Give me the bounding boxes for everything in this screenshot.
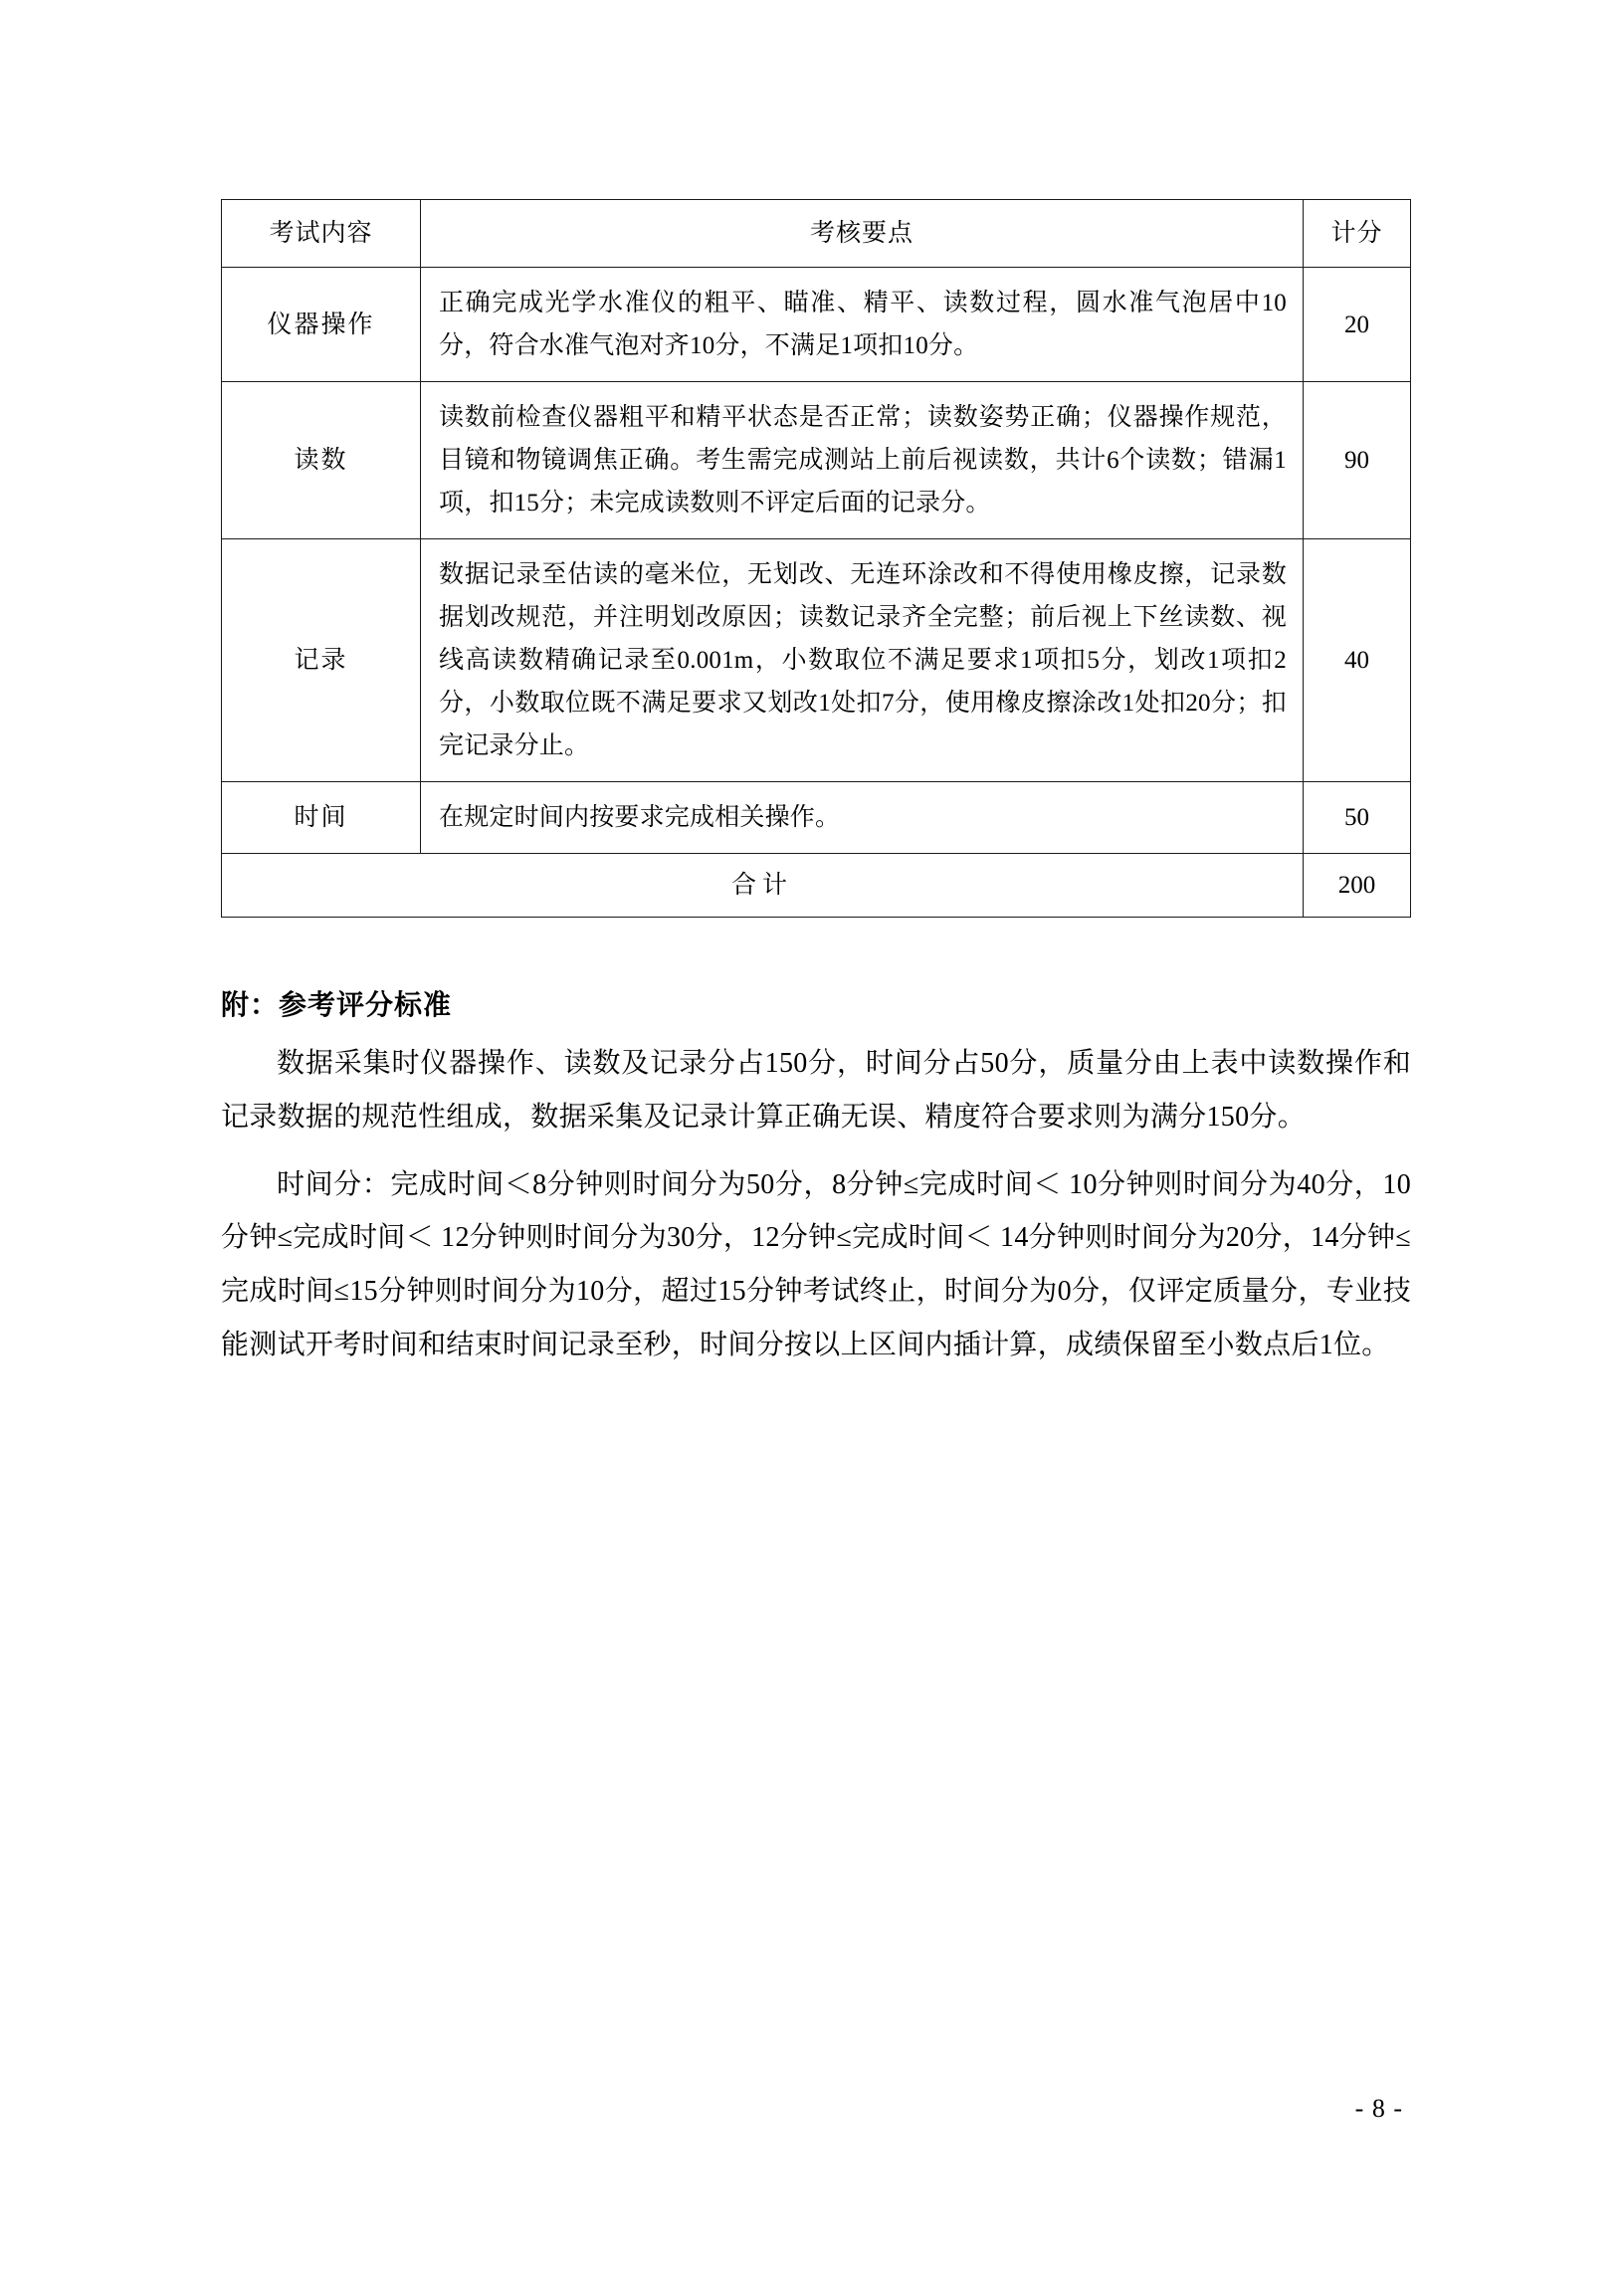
table-total-row bbox=[222, 854, 1411, 918]
table-row bbox=[222, 382, 1411, 539]
column-header-exam-content: 考试内容 bbox=[222, 200, 421, 268]
scoring-criteria-table bbox=[221, 199, 1411, 918]
column-header-score: 计分 bbox=[1304, 200, 1411, 268]
page-content bbox=[221, 199, 1411, 1372]
appendix-title: 附：参考评分标准 bbox=[221, 989, 453, 1020]
appendix-paragraph-2: 时间分：完成时间＜8分钟则时间分为50分，8分钟≤完成时间＜ 10分钟则时间分为40分，10分钟≤完成时间＜ 12分钟则时间分为30分，12分钟≤完成时间＜ 14分钟则时间分为20分，14分钟≤完成时间≤15分钟则时间分为10分，超过15分钟考试终止，时间分为0分，仅评定质量分，专业技能测试开考时间和结束时间记录至秒，时间分按以上区间内插计算，成绩保留至小数点后1位。 bbox=[221, 1168, 1411, 1360]
column-header-assessment-points: 考核要点 bbox=[421, 200, 1304, 268]
total-label: 合计 bbox=[222, 854, 1304, 918]
row-item-name: 时间 bbox=[222, 782, 421, 854]
row-item-name: 记录 bbox=[222, 539, 421, 782]
page-number: - 8 - bbox=[1354, 2094, 1403, 2123]
appendix-paragraph-1: 数据采集时仪器操作、读数及记录分占150分，时间分占50分，质量分由上表中读数操作和记录数据的规范性组成，数据采集及记录计算正确无误、精度符合要求则为满分150分。 bbox=[221, 1048, 1411, 1133]
table-row bbox=[222, 782, 1411, 854]
row-description: 读数前检查仪器粗平和精平状态是否正常；读数姿势正确；仪器操作规范，目镜和物镜调焦正确。考生需完成测站上前后视读数，共计6个读数；错漏1项，扣15分；未完成读数则不评定后面的记录分。 bbox=[421, 382, 1304, 539]
table-row bbox=[222, 539, 1411, 782]
row-points: 40 bbox=[1304, 539, 1411, 782]
row-description: 数据记录至估读的毫米位，无划改、无连环涂改和不得使用橡皮擦，记录数据划改规范，并注明划改原因；读数记录齐全完整；前后视上下丝读数、视线高读数精确记录至0.001m，小数取位不满足要求1项扣5分，划改1项扣2分，小数取位既不满足要求又划改1处扣7分，使用橡皮擦涂改1处扣20分；扣完记录分止。 bbox=[421, 539, 1304, 782]
row-item-name: 仪器操作 bbox=[222, 268, 421, 382]
row-points: 90 bbox=[1304, 382, 1411, 539]
table-row bbox=[222, 268, 1411, 382]
row-points: 20 bbox=[1304, 268, 1411, 382]
table-header-row bbox=[222, 200, 1411, 268]
row-description: 在规定时间内按要求完成相关操作。 bbox=[421, 782, 1304, 854]
row-description: 正确完成光学水准仪的粗平、瞄准、精平、读数过程，圆水准气泡居中10分，符合水准气泡对齐10分，不满足1项扣10分。 bbox=[421, 268, 1304, 382]
row-item-name: 读数 bbox=[222, 382, 421, 539]
total-points: 200 bbox=[1304, 854, 1411, 918]
row-points: 50 bbox=[1304, 782, 1411, 854]
